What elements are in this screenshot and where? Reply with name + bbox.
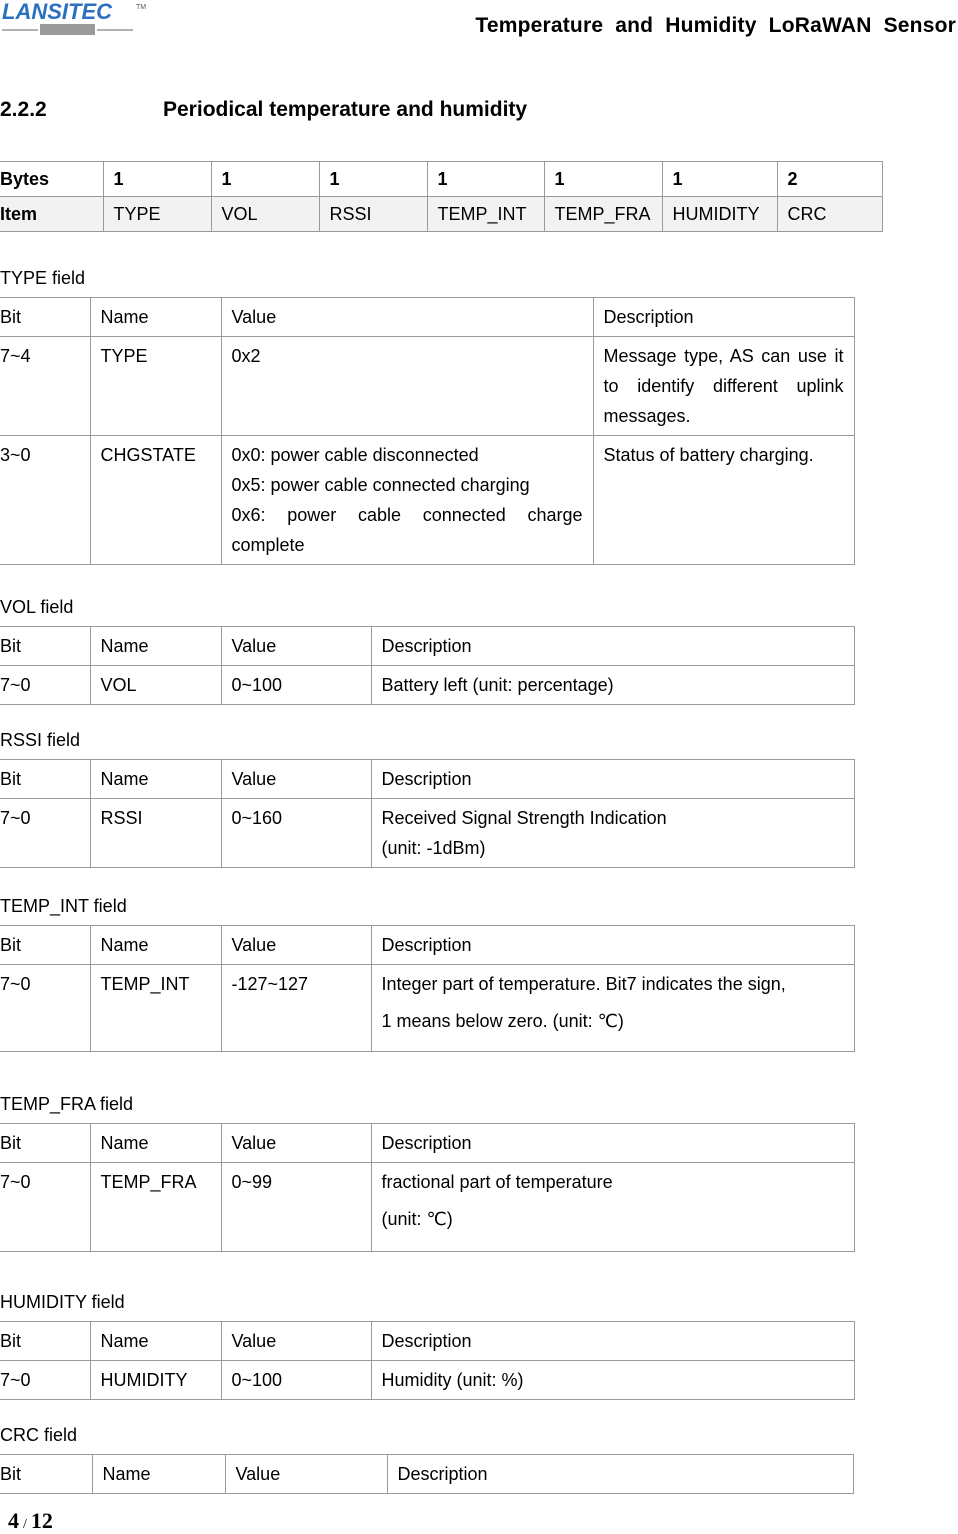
cell-value: 0~100 [221, 666, 371, 705]
col-name: Name [90, 1322, 221, 1361]
lansitec-logo-graphic [0, 0, 150, 40]
col-bit: Bit [0, 298, 90, 337]
cell-name: VOL [90, 666, 221, 705]
col-bit: Bit [0, 627, 90, 666]
cell-name: TEMP_INT [90, 965, 221, 1052]
col-description: Description [593, 298, 854, 337]
cell-value [221, 436, 593, 565]
col-name: Name [90, 926, 221, 965]
cell-description [371, 1163, 854, 1252]
item-cell: TEMP_FRA [544, 197, 662, 232]
col-description: Description [387, 1455, 853, 1494]
col-value: Value [221, 298, 593, 337]
col-value: Value [221, 1322, 371, 1361]
description-line: Integer part of temperature. Bit7 indicates the sign, [381, 974, 786, 994]
table-row [0, 1361, 854, 1400]
bytes-row [0, 162, 882, 197]
col-value: Value [221, 760, 371, 799]
col-bit: Bit [0, 1322, 90, 1361]
page-separator: / [23, 1517, 27, 1532]
table-header-row [0, 926, 854, 965]
table-row [0, 1163, 854, 1252]
field-caption: VOL field [0, 597, 74, 617]
field-caption: TYPE field [0, 268, 86, 288]
cell-name: RSSI [90, 799, 221, 868]
col-value: Value [221, 627, 371, 666]
bytes-cell: 1 [211, 162, 319, 197]
table-row [0, 799, 854, 868]
frame-layout-table-block [0, 161, 883, 232]
col-name: Name [90, 627, 221, 666]
bytes-cell: 1 [544, 162, 662, 197]
bytes-cell: 1 [103, 162, 211, 197]
table-header-row [0, 1124, 854, 1163]
bytes-cell: 1 [662, 162, 777, 197]
item-cell: RSSI [319, 197, 427, 232]
col-value: Value [225, 1455, 387, 1494]
item-row [0, 197, 882, 232]
table-header-row [0, 298, 854, 337]
col-bit: Bit [0, 926, 90, 965]
logo-wordmark: LANSITEC [2, 0, 112, 24]
cell-description: Battery left (unit: percentage) [371, 666, 854, 705]
col-value: Value [221, 1124, 371, 1163]
item-cell: TEMP_INT [427, 197, 544, 232]
vol-field-table [0, 626, 855, 705]
svg-text:TM: TM [136, 4, 147, 11]
temp-fra-field-block [0, 1089, 855, 1252]
section-heading [0, 98, 527, 122]
bytes-cell: 2 [777, 162, 882, 197]
col-description: Description [371, 1322, 854, 1361]
description-line: (unit: -1dBm) [381, 838, 486, 858]
table-row [0, 436, 854, 565]
field-caption: RSSI field [0, 730, 81, 750]
cell-bit: 7~0 [0, 666, 90, 705]
vol-field-block [0, 592, 855, 705]
field-caption: TEMP_INT field [0, 896, 127, 916]
cell-bit: 7~4 [0, 337, 90, 436]
table-header-row [0, 1455, 853, 1494]
type-field-block [0, 263, 855, 565]
frame-layout-table [0, 161, 883, 232]
col-name: Name [92, 1455, 225, 1494]
description-line: fractional part of temperature [381, 1172, 613, 1192]
field-caption: TEMP_FRA field [0, 1094, 134, 1114]
humidity-field-block [0, 1287, 855, 1400]
table-row [0, 666, 854, 705]
item-cell: VOL [211, 197, 319, 232]
item-cell: HUMIDITY [662, 197, 777, 232]
value-line: 0x6: power cable connected charge complete [231, 505, 583, 555]
cell-bit: 3~0 [0, 436, 90, 565]
crc-field-table [0, 1454, 854, 1494]
col-description: Description [371, 1124, 854, 1163]
temp-fra-field-table [0, 1123, 855, 1252]
col-bit: Bit [0, 1124, 90, 1163]
col-value: Value [221, 926, 371, 965]
section-number: 2.2.2 [0, 98, 47, 121]
col-bit: Bit [0, 1455, 92, 1494]
field-caption: HUMIDITY field [0, 1292, 125, 1312]
item-label: Item [0, 197, 103, 232]
cell-description: Humidity (unit: %) [371, 1361, 854, 1400]
cell-value: -127~127 [221, 965, 371, 1052]
description-line: Received Signal Strength Indication [381, 808, 667, 828]
col-bit: Bit [0, 760, 90, 799]
col-name: Name [90, 760, 221, 799]
cell-name: HUMIDITY [90, 1361, 221, 1400]
cell-description [371, 799, 854, 868]
cell-description [371, 965, 854, 1052]
col-description: Description [371, 627, 854, 666]
cell-bit: 7~0 [0, 1163, 90, 1252]
section-title: Periodical temperature and humidity [163, 98, 528, 121]
cell-value: 0~160 [221, 799, 371, 868]
cell-name: TEMP_FRA [90, 1163, 221, 1252]
item-cell: CRC [777, 197, 882, 232]
table-header-row [0, 1322, 854, 1361]
col-description: Description [371, 926, 854, 965]
temp-int-field-block [0, 891, 855, 1052]
humidity-field-table [0, 1321, 855, 1400]
type-field-table [0, 297, 855, 565]
rssi-field-block [0, 725, 855, 868]
temp-int-field-table [0, 925, 855, 1052]
col-description: Description [371, 760, 854, 799]
cell-bit: 7~0 [0, 799, 90, 868]
bytes-cell: 1 [427, 162, 544, 197]
total-pages: 12 [30, 1508, 53, 1533]
cell-bit: 7~0 [0, 1361, 90, 1400]
cell-bit: 7~0 [0, 965, 90, 1052]
value-line: 0x0: power cable disconnected [231, 445, 479, 465]
cell-value: 0~99 [221, 1163, 371, 1252]
page-number [8, 1508, 53, 1534]
cell-description: Message type, AS can use it to identify different uplink messages. [593, 337, 854, 436]
crc-field-block [0, 1420, 854, 1494]
current-page: 4 [8, 1508, 19, 1533]
value-line: 0x5: power cable connected charging [231, 475, 530, 495]
cell-description: Status of battery charging. [593, 436, 854, 565]
table-row [0, 965, 854, 1052]
cell-value: 0~100 [221, 1361, 371, 1400]
description-line: 1 means below zero. (unit: ℃) [381, 1011, 624, 1031]
item-cell: TYPE [103, 197, 211, 232]
rssi-field-table [0, 759, 855, 868]
description-line: (unit: ℃) [381, 1209, 453, 1229]
cell-value: 0x2 [221, 337, 593, 436]
company-logo [0, 0, 150, 40]
table-header-row [0, 760, 854, 799]
table-row [0, 337, 854, 436]
bytes-label: Bytes [0, 162, 103, 197]
cell-name: TYPE [90, 337, 221, 436]
document-title: Temperature and Humidity LoRaWAN Sensor [475, 14, 956, 37]
bytes-cell: 1 [319, 162, 427, 197]
col-name: Name [90, 1124, 221, 1163]
table-header-row [0, 627, 854, 666]
col-name: Name [90, 298, 221, 337]
cell-name: CHGSTATE [90, 436, 221, 565]
field-caption: CRC field [0, 1425, 78, 1445]
